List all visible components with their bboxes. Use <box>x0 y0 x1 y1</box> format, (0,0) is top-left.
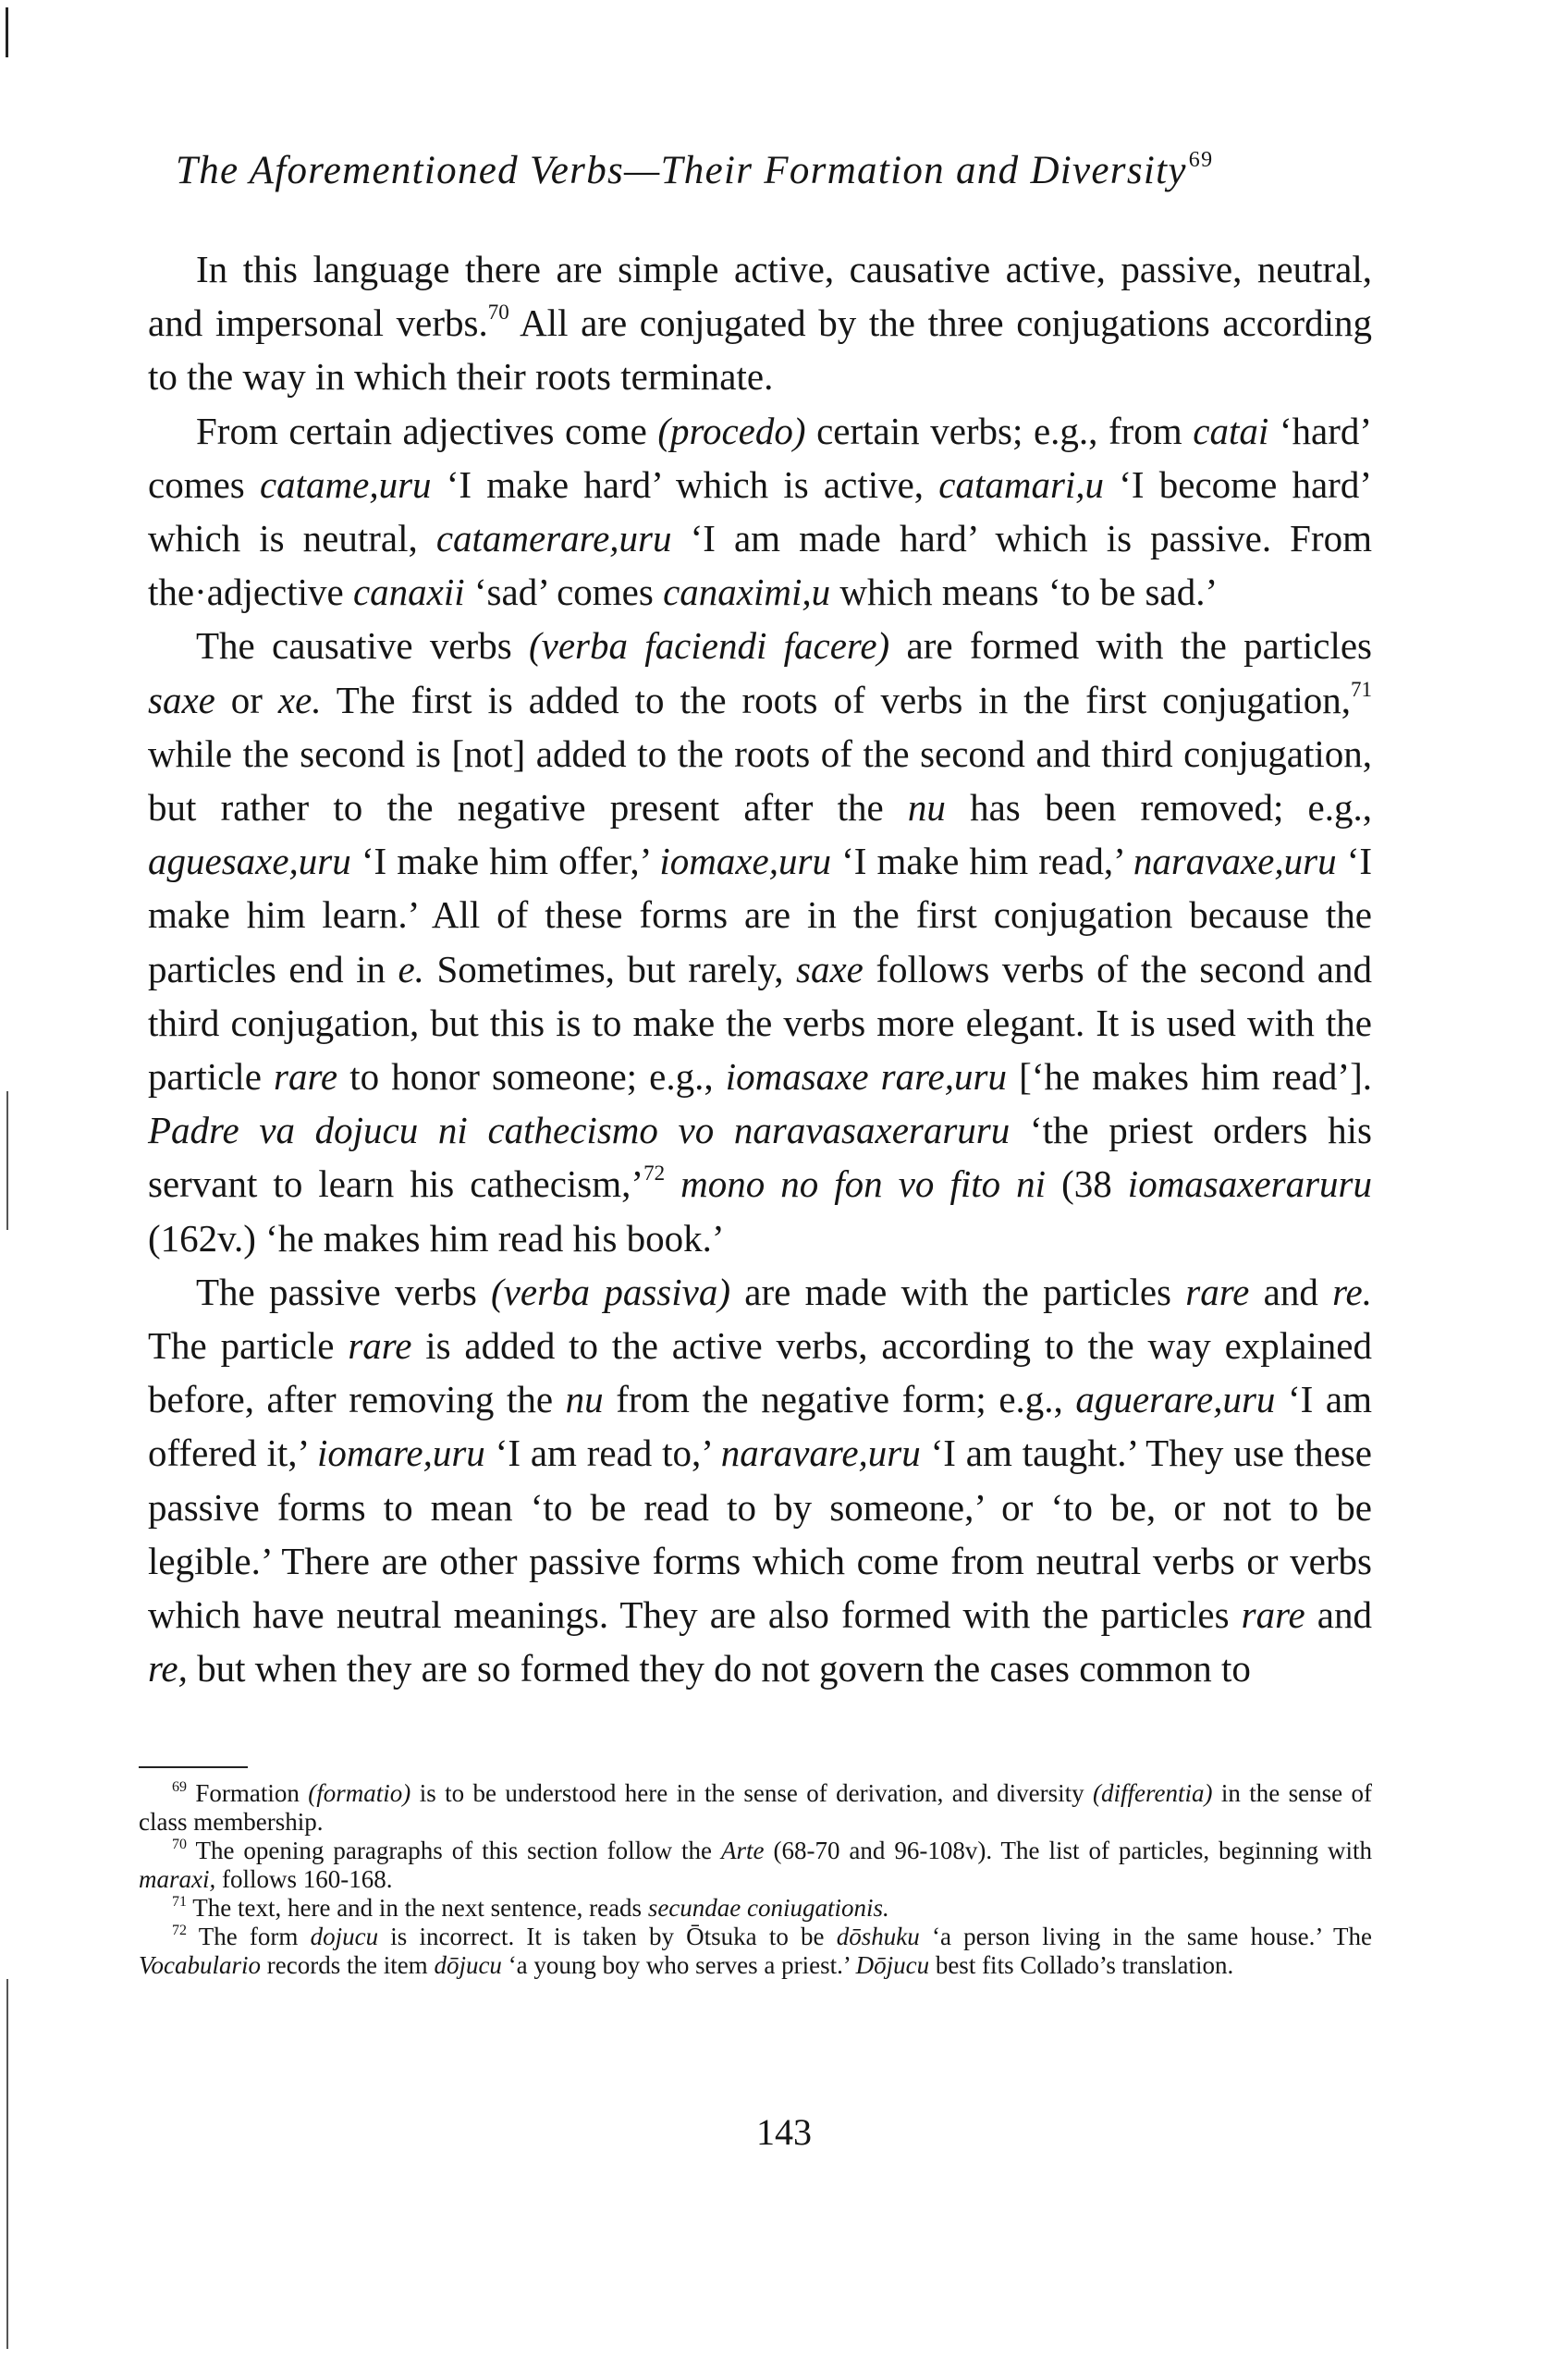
footnote-72: $^{72}$ The form dojucu is incorrect. It is taken by Ōtsuka to be dōshuku ‘a person living in the same house.’ The Vocabulario records the item dōjucu ‘a young boy who serves a priest.’ Dōjucu best fits Collado’s translation. <box>139 1923 1372 1979</box>
paragraph-3: The causative verbs (verba faciendi facere) are formed with the particles saxe or xe. The first is added to the roots of verbs in the first conjugation,$^{71}$ while the second is [not] added to the roots of the second and third conjugation, but rather to the negative present after the nu has been removed; e.g., aguesaxe,uru ‘I make him offer,’ iomaxe,uru ‘I make him read,’ naravaxe,uru ‘I make him learn.’ All of these forms are in the first conjugation because the particles end in e. Sometimes, but rarely, saxe follows verbs of the second and third conjugation, but this is to make the verbs more elegant. It is used with the particle rare to honor someone; e.g., iomasaxe rare,uru [‘he makes him read’]. Padre va dojucu ni cathecismo vo naravasaxeraruru ‘the priest orders his servant to learn his cathecism,’$^{72}$ mono no fon vo fito ni (38 iomasaxeraruru (162v.) ‘he makes him read his book.’ <box>148 624 1373 1260</box>
page-edge-mark <box>6 7 8 57</box>
footnote-rule <box>139 1766 248 1768</box>
margin-rule-lower <box>6 1979 8 2349</box>
footnotes <box>139 1779 1372 1980</box>
running-head <box>176 148 1396 193</box>
page-number: 143 <box>756 2111 812 2153</box>
paragraph-1: In this language there are simple active, causative active, passive, neutral, and impersonal verbs.$^{70}$ All are conjugated by the three conjugations according to the way in which their roots terminate. <box>148 248 1372 399</box>
body-text <box>148 242 1372 1695</box>
margin-rule-upper <box>6 1091 8 1230</box>
paragraph-2: From certain adjectives come (procedo) certain verbs; e.g., from catai ‘hard’ comes catame,uru ‘I make hard’ which is active, catamari,u ‘I become hard’ which is neutral, catamerare,uru ‘I am made hard’ which is passive. From the·adjective canaxii ‘sad’ comes canaximi,u which means ‘to be sad.’ <box>148 409 1372 614</box>
footnote-70: $^{70}$ The opening paragraphs of this section follow the Arte (68-70 and 96-108v). The list of particles, beginning with maraxi, follows 160-168. <box>139 1837 1372 1893</box>
footnote-ref-71: 71 <box>1351 677 1372 701</box>
footnote-ref-72: 72 <box>643 1162 666 1186</box>
footnote-69: $^{69}$ Formation (formatio) is to be understood here in the sense of derivation, and diversity (differentia) in the sense of class membership. <box>139 1779 1373 1836</box>
footnote-ref-70: 70 <box>487 301 509 325</box>
footnote-71: $^{71}$ The text, here and in the next sentence, reads secundae coniugationis. <box>172 1894 889 1922</box>
paragraph-4: The passive verbs (verba passiva) are made with the particles rare and re. The particle rare is added to the active verbs, according to the way explained before, after removing the nu from the negative form; e.g., aguerare,uru ‘I am offered it,’ iomare,uru ‘I am read to,’ naravare,uru ‘I am taught.’ They use these passive forms to mean ‘to be read to by someone,’ or ‘to be, or not to be legible.’ There are other passive forms which come from neutral verbs or verbs which have neutral meanings. They are also formed with the particles rare and re, but when they are so formed they do not govern the cases common to <box>148 1270 1373 1690</box>
footnote-ref-69: 69 <box>1188 148 1214 172</box>
running-head-title: The Aforementioned Verbs—Their Formation and Diversity <box>176 149 1187 192</box>
